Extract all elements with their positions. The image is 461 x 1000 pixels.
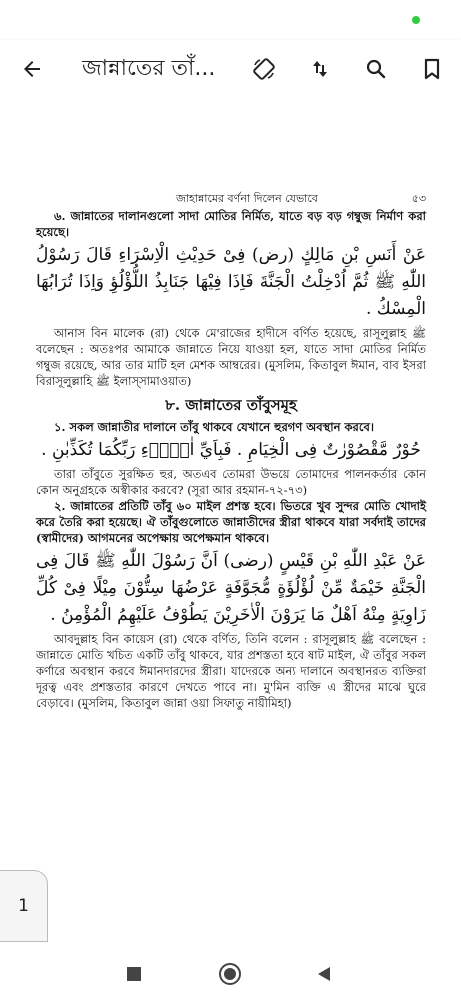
arabic-hadith-1: عَنْ أَنَسِ بْنِ مَالِكٍ (رض) فِىْ حَدِيْثِ الْاِسْرَاءِ قَالَ رَسُوْلُ اللّٰهِ ﷺ ثُمَّ اُدْخِلْتُ الْجَنَّةَ فَاِذَا فِيْهَا جَنَابِذُ اللُّؤْلُؤِ وَاِذَا تُرَابُهَا الْمِسْكُ .: [36, 245, 426, 319]
page-number: ৫৩: [411, 192, 426, 205]
sort-button[interactable]: [300, 49, 340, 89]
translation-quran-verse: তারা তাঁবুতে সুরক্ষিত হুর, অতএব তোমরা উভয়ে তোমাদের পালনকর্তার কোন কোন অনুগ্রহকে অস্বীকার করবে? (সূরা আর রহমান-৭২-৭৩): [36, 467, 426, 497]
square-recents-icon: [126, 966, 142, 982]
running-header: [36, 190, 426, 208]
screen-rotation-icon: [252, 57, 276, 81]
page-indicator-tab[interactable]: [0, 870, 48, 942]
nav-back-button[interactable]: [306, 958, 342, 990]
swap-vertical-icon: [308, 57, 332, 81]
running-header-title: জাহান্নামের বর্ণনা দিলেন যেভাবে: [176, 192, 318, 205]
translation-hadith-1: আনাস বিন মালেক (রা) থেকে মে'রাজের হাদীসে বর্ণিত হয়েছে, রাসূলুল্লাহ ﷺ বলেছেন : অতঃপর আমাকে জান্নাতে নিয়ে যাওয়া হল, যাতে সাদা মোতির নির্মিত গম্বুজ রয়েছে, আর তার মাটি হল মেশক আম্বরের। (মুসলিম, কিতাবুল ঈমান, বাব ইসরা বিরাসূলুল্লাহি ﷺ ইলাস্সামাওয়াত): [36, 326, 426, 388]
status-bar: [0, 0, 461, 40]
paragraph-point-2: ২. জান্নাতের প্রতিটি তাঁবু ৬০ মাইল প্রশস্ত হবে। ভিতরে খুব সুন্দর মোতি খোদাই করে তৈরি করা হয়েছে। ঐ তাঁবুগুলোতে জান্নাতীদের স্ত্রীরা থাকবে যারা সর্বদাই তাদের (স্বামীদের) আগমনের অপেক্ষায় অপেক্ষমান থাকবে।: [36, 499, 426, 545]
rotate-screen-button[interactable]: [244, 49, 284, 89]
arabic-hadith-2: عَنْ عَبْدِ اللّٰهِ بْنِ قَيْسٍ (رضى) اَنَّ رَسُوْلَ اللّٰهِ ﷺ قَالَ فِى الْجَنَّةِ خَيْمَةٌ مِّنْ لُؤْلُؤَةٍ مُّجَوَّفَةٍ عَرْضُهَا سِتُّوْنَ مِيْلًا فِىْ كُلِّ زَاوِيَةٍ مِنْهُ اَهْلٌ مَا يَرَوْنَ الْاٰخَرِيْنَ يَطُوْفُ عَلَيْهِمُ الْمُؤْمِنُ .: [36, 551, 426, 625]
paragraph-point-6: ৬. জান্নাতের দালানগুলো সাদা মোতির নির্মিত, যাতে বড় বড় গম্বুজ নির্মাণ করা হয়েছে।: [36, 209, 426, 239]
document-page[interactable]: [0, 98, 461, 948]
notification-dot-icon: [412, 16, 420, 24]
home-button[interactable]: [212, 958, 248, 990]
search-icon: [364, 57, 388, 81]
page-indicator-number: 1: [18, 896, 29, 916]
bookmark-button[interactable]: [412, 49, 452, 89]
arrow-left-icon: [20, 57, 44, 81]
system-navigation-bar: [0, 948, 461, 1000]
translation-hadith-2: আবদুল্লাহ বিন কায়েস (রা) থেকে বর্ণিত, তিনি বলেন : রাসূলুল্লাহ ﷺ বলেছেন : জান্নাতে মোতি খচিত একটি তাঁবু থাকবে, যার প্রশস্ততা হবে ষাট মাইল, ঐ তাঁবুর সকল কর্ণারে অবস্থান করবে ঈমানদারদের স্ত্রীরা। যাদেরকে অন্য দালানে অবস্থানরত ব্যক্তিরা দূরত্ব এবং প্রশস্ততার কারণে দেখতে পাবে না। মু'মিন ব্যক্তি এ স্ত্রীদের মাঝে ঘুরে বেড়াবে। (মুসলিম, কিতাবুল জান্না ওয়া সিফাতু নায়ীমিহা): [36, 632, 426, 710]
arabic-quran-verse: حُوْرٌ مَّقْصُوْرٰتٌ فِى الْخِيَامِ . فَبِاَيِّ اٰلَاۤءِ رَبِّكُمَا تُكَذِّبٰنِ .: [41, 440, 421, 460]
triangle-back-icon: [316, 966, 332, 982]
bookmark-icon: [420, 57, 444, 81]
top-toolbar: [0, 40, 461, 98]
section-heading: ৮. জান্নাতের তাঁবুসমূহ: [165, 396, 297, 414]
page-content: [36, 190, 426, 711]
paragraph-point-1: ১. সকল জান্নাতীর দালানে তাঁবু থাকবে যেখানে হুরগণ অবস্থান করবে।: [54, 420, 374, 434]
recents-button[interactable]: [116, 958, 152, 990]
circle-home-icon: [218, 962, 242, 986]
back-button[interactable]: [12, 49, 52, 89]
document-title[interactable]: জান্নাতের তাঁ...: [82, 56, 216, 81]
search-button[interactable]: [356, 49, 396, 89]
